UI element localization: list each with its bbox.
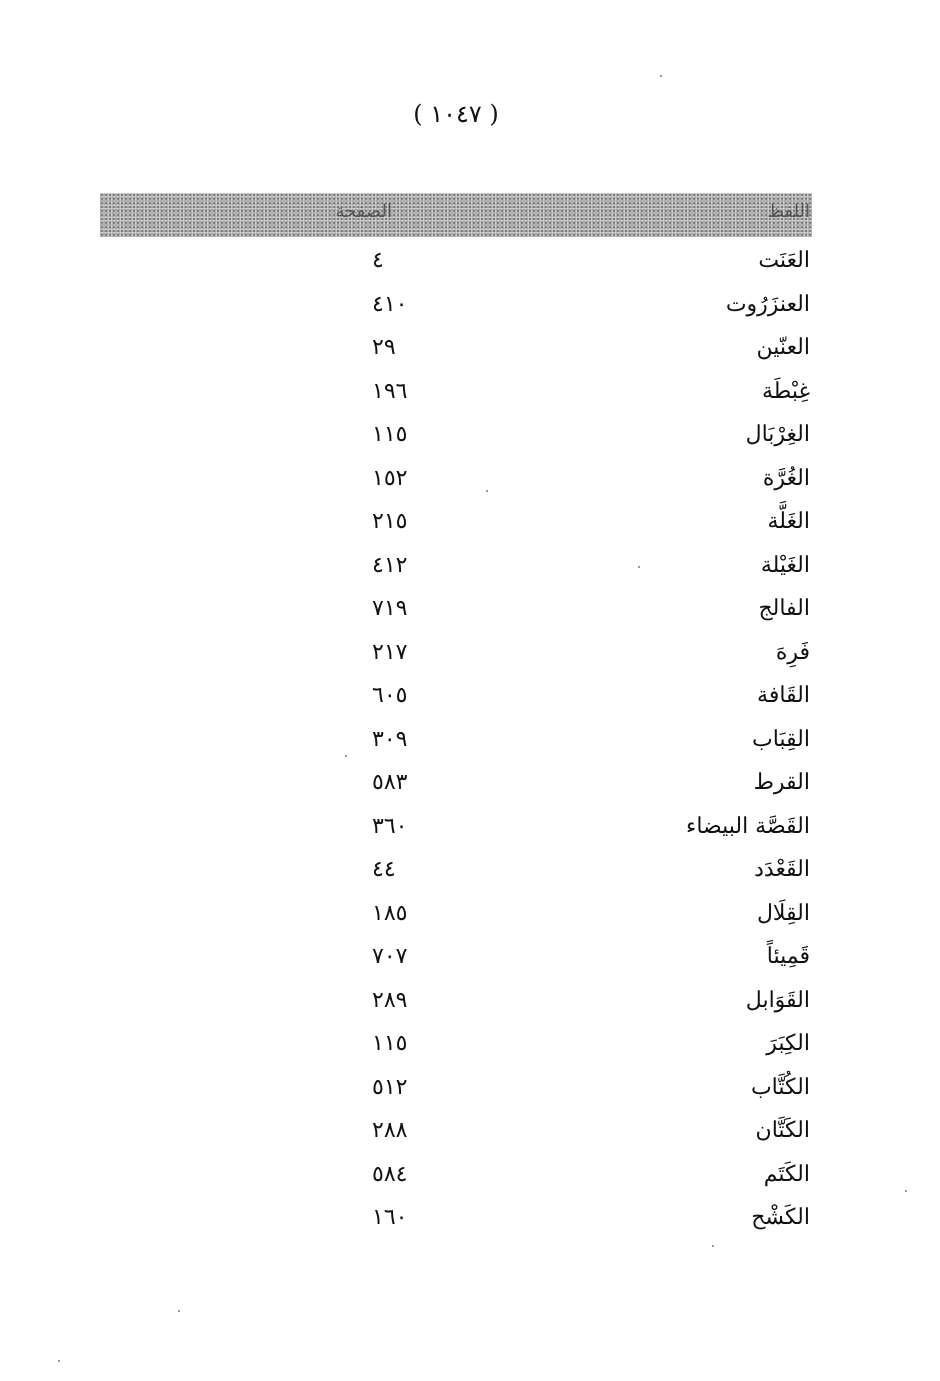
entry-page-number: ٤١٠: [372, 291, 408, 317]
scan-speck: [712, 1245, 714, 1247]
entry-word: القَعْدَد: [754, 857, 810, 882]
entry-word: القِبَاب: [752, 726, 810, 752]
index-row: [100, 982, 812, 1026]
scan-speck: [905, 1190, 907, 1192]
index-row: [100, 764, 812, 808]
entry-word: فَرِهَ: [775, 639, 810, 665]
entry-word: الفالج: [758, 596, 810, 621]
entry-word: العنزَرُوت: [725, 291, 810, 317]
entry-page-number: ٤: [372, 248, 384, 273]
entry-page-number: ٥٨٤: [372, 1161, 408, 1187]
entry-page-number: ١٦٠: [372, 1205, 408, 1230]
entry-page-number: ٢٩: [372, 335, 396, 360]
entry-page-number: ١٩٦: [372, 378, 408, 404]
entry-word: قَمِيئاً: [766, 944, 810, 969]
index-row: [100, 1025, 812, 1069]
index-row: [100, 286, 812, 330]
entry-word: الغُرَّة: [762, 465, 810, 491]
entry-word: الغِرْبَال: [745, 422, 810, 447]
entry-word: الكَتَّان: [755, 1118, 810, 1143]
index-list: [100, 242, 812, 1243]
entry-page-number: ٧٠٧: [372, 944, 408, 969]
header-page-label: الصفحة: [335, 201, 392, 222]
index-row: [100, 242, 812, 286]
entry-page-number: ٢١٥: [372, 509, 408, 534]
entry-page-number: ١٨٥: [372, 900, 408, 926]
entry-word: القِلَال: [756, 900, 810, 926]
page-number: ( ١٠٤٧ ): [413, 100, 499, 128]
entry-word: غِبْطَة: [762, 378, 810, 404]
scan-speck: [178, 1310, 180, 1312]
index-row: [100, 460, 812, 504]
entry-page-number: ٢١٧: [372, 639, 408, 665]
index-row: [100, 416, 812, 460]
index-row: [100, 547, 812, 591]
index-row: [100, 503, 812, 547]
index-row: [100, 895, 812, 939]
index-row: [100, 677, 812, 721]
index-row: [100, 938, 812, 982]
index-row: [100, 1156, 812, 1200]
scan-speck: [638, 566, 640, 568]
entry-word: القرط: [753, 770, 810, 795]
entry-page-number: ١١٥: [372, 1031, 408, 1056]
index-row: [100, 808, 812, 852]
index-row: [100, 1199, 812, 1243]
entry-word: الكُتَّاب: [750, 1074, 810, 1100]
entry-word: الغَلَّة: [767, 509, 810, 534]
index-row: [100, 634, 812, 678]
entry-page-number: ٥١٢: [372, 1074, 408, 1100]
table-header: [100, 193, 812, 237]
scan-speck: [486, 490, 488, 492]
index-row: [100, 373, 812, 417]
entry-page-number: ٦٠٥: [372, 683, 408, 708]
index-row: [100, 721, 812, 765]
entry-page-number: ١١٥: [372, 422, 408, 447]
entry-page-number: ١٥٢: [372, 465, 408, 491]
entry-word: العَنَت: [758, 248, 810, 273]
entry-page-number: ٤١٢: [372, 552, 408, 578]
header-word-label: اللفظ: [767, 201, 810, 222]
entry-word: القَصَّة البيضاء: [685, 813, 810, 839]
entry-word: العنّين: [756, 335, 810, 360]
index-row: [100, 1069, 812, 1113]
entry-page-number: ٢٨٩: [372, 987, 408, 1013]
entry-page-number: ٤٤: [372, 857, 396, 882]
scan-speck: [660, 75, 662, 77]
entry-page-number: ٧١٩: [372, 596, 408, 621]
index-row: [100, 1112, 812, 1156]
index-row: [100, 329, 812, 373]
entry-page-number: ٥٨٣: [372, 770, 408, 795]
index-row: [100, 590, 812, 634]
entry-page-number: ٢٨٨: [372, 1118, 408, 1143]
entry-word: الكَشْح: [751, 1205, 810, 1230]
scan-speck: [345, 755, 347, 757]
scan-speck: [58, 1360, 60, 1362]
index-row: [100, 851, 812, 895]
entry-word: القَافة: [757, 683, 810, 708]
entry-word: الكِبَرَ: [766, 1031, 810, 1056]
entry-page-number: ٣٦٠: [372, 813, 408, 839]
entry-word: القَوَابل: [745, 987, 810, 1013]
entry-word: الغَيْلة: [760, 552, 810, 578]
entry-word: الكَتَم: [763, 1161, 810, 1187]
entry-page-number: ٣٠٩: [372, 726, 408, 752]
